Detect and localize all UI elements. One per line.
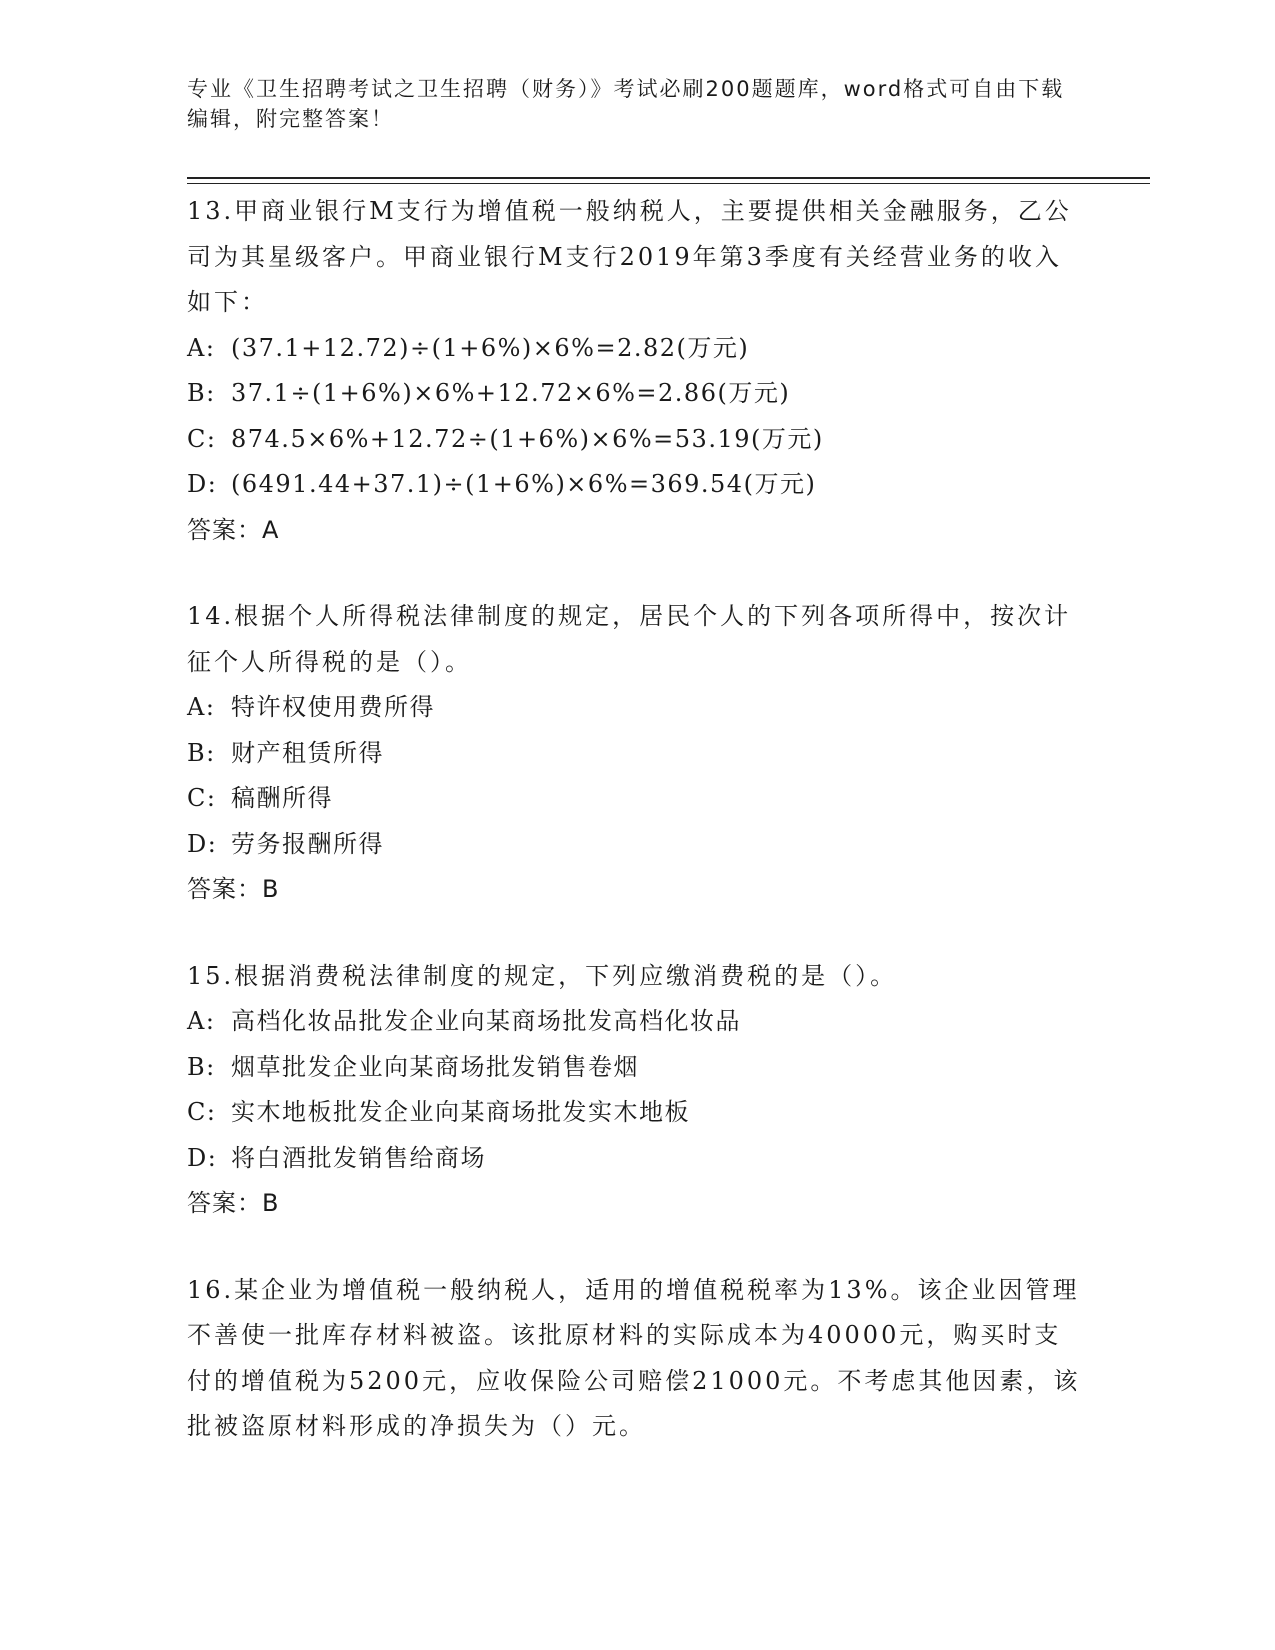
option-d — [187, 1136, 1087, 1182]
option-list — [187, 326, 1087, 508]
option-list — [187, 999, 1087, 1181]
option-text: (6491.44+37.1)÷(1+6%)×6%=369.54(万元) — [231, 470, 817, 498]
option-text: 实木地板批发企业向某商场批发实木地板 — [231, 1098, 690, 1126]
option-text: 特许权使用费所得 — [231, 693, 435, 721]
option-key: A: — [187, 333, 216, 362]
question-list — [187, 189, 1087, 1491]
option-c — [187, 417, 1087, 463]
option-key: D: — [187, 470, 218, 498]
option-key: A: — [187, 693, 216, 721]
option-text: 37.1÷(1+6%)×6%+12.72×6%=2.86(万元) — [231, 379, 791, 407]
option-d — [187, 462, 1087, 508]
option-a — [187, 326, 1087, 372]
option-key: D: — [187, 829, 218, 858]
header-divider-thick — [187, 177, 1150, 179]
option-text: 高档化妆品批发企业向某商场批发高档化妆品 — [231, 1007, 741, 1035]
option-text: (37.1+12.72)÷(1+6%)×6%=2.82(万元) — [231, 333, 750, 362]
option-c — [187, 1090, 1087, 1136]
option-list — [187, 685, 1087, 867]
option-text: 稿酬所得 — [231, 784, 333, 812]
option-key: C: — [187, 424, 217, 453]
answer-line: 答案：B — [187, 1189, 280, 1217]
question-13 — [187, 189, 1087, 553]
option-key: B: — [187, 738, 216, 767]
answer-line: 答案：B — [187, 875, 280, 903]
option-text: 劳务报酬所得 — [231, 829, 384, 858]
header-divider-thin — [187, 183, 1150, 184]
question-14 — [187, 594, 1087, 913]
option-key: B: — [187, 1052, 216, 1081]
answer-line: 答案：A — [187, 515, 280, 544]
document-header: 专业《卫生招聘考试之卫生招聘（财务）》考试必刷200题题库，word格式可自由下载编辑，附完整答案！ — [187, 77, 1065, 131]
question-stem: 14.根据个人所得税法律制度的规定，居民个人的下列各项所得中，按次计征个人所得税的是（）。 — [187, 602, 1072, 676]
question-15 — [187, 954, 1087, 1227]
option-b — [187, 371, 1087, 417]
option-c — [187, 776, 1087, 822]
option-key: C: — [187, 1098, 217, 1126]
question-16 — [187, 1268, 1087, 1450]
question-stem: 15.根据消费税法律制度的规定，下列应缴消费税的是（）。 — [187, 961, 898, 990]
option-d — [187, 822, 1087, 868]
question-stem: 13.甲商业银行M支行为增值税一般纳税人，主要提供相关金融服务，乙公司为其星级客户。甲商业银行M支行2019年第3季度有关经营业务的收入如下： — [187, 197, 1072, 316]
option-text: 将白酒批发销售给商场 — [231, 1143, 486, 1172]
option-text: 874.5×6%+12.72÷(1+6%)×6%=53.19(万元) — [231, 424, 824, 453]
option-key: B: — [187, 379, 216, 407]
option-key: D: — [187, 1143, 218, 1172]
option-key: C: — [187, 784, 217, 812]
option-text: 财产租赁所得 — [231, 738, 384, 767]
option-text: 烟草批发企业向某商场批发销售卷烟 — [231, 1052, 639, 1081]
option-b — [187, 1045, 1087, 1091]
option-a — [187, 999, 1087, 1045]
question-stem: 16.某企业为增值税一般纳税人，适用的增值税税率为13%。该企业因管理不善使一批库存材料被盗。该批原材料的实际成本为40000元，购买时支付的增值税为5200元，应收保险公司赔偿21000元。不考虑其他因素，该批被盗原材料形成的净损失为（）元。 — [187, 1275, 1081, 1440]
option-a — [187, 685, 1087, 731]
option-key: A: — [187, 1007, 216, 1035]
option-b — [187, 731, 1087, 777]
